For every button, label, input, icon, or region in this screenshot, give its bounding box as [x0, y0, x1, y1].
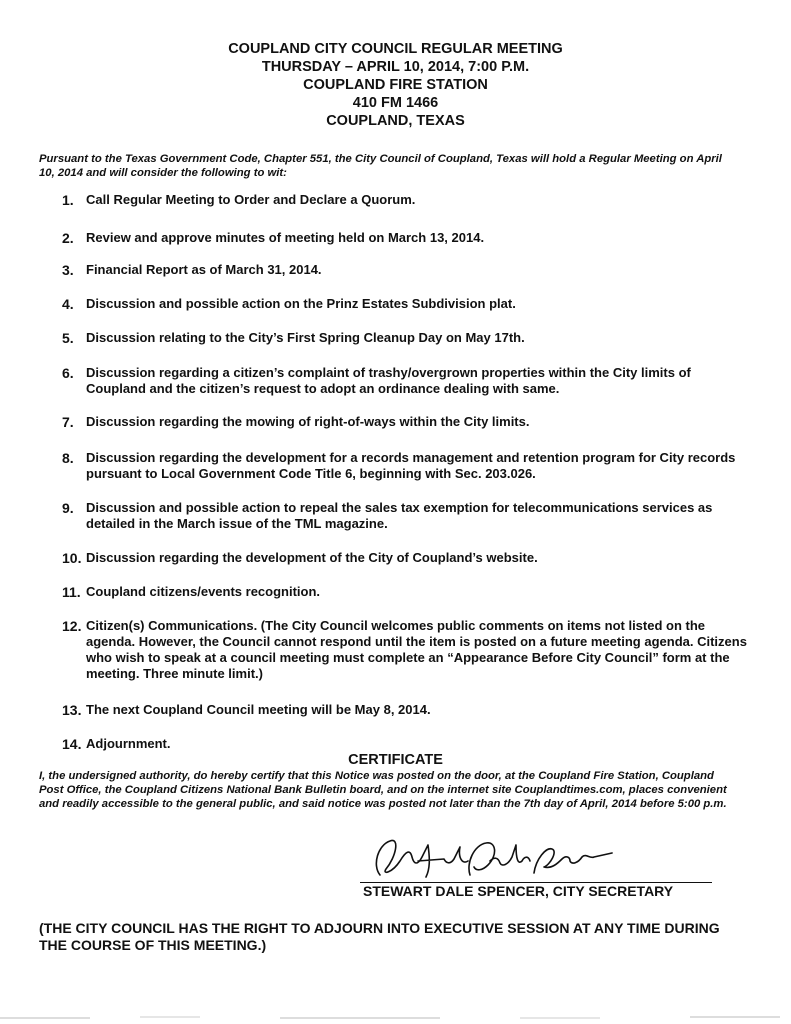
agenda-item-text: Discussion regarding a citizen’s complaint of trashy/overgrown properties within the City limits of Coupland and the citizen’s request to adopt an ordinance dealing with same.	[86, 365, 691, 396]
agenda-item	[62, 330, 752, 346]
agenda-item-text: Discussion regarding the development for a records management and retention program for City records pursuant to Local Government Code Title 6, beginning with Sec. 203.026.	[86, 450, 736, 481]
agenda-item-text: Adjournment.	[86, 736, 171, 751]
agenda-item-text: Discussion regarding the development of the City of Coupland’s website.	[86, 550, 538, 565]
agenda-item	[62, 584, 752, 600]
agenda-item-number: 1.	[62, 192, 74, 208]
agenda-item-number: 14.	[62, 736, 82, 752]
intro-paragraph: Pursuant to the Texas Government Code, Chapter 551, the City Council of Coupland, Texas will hold a Regular Meeting on April 10, 2014 and will consider the following to wit:	[39, 153, 722, 179]
agenda-item	[62, 230, 752, 246]
meeting-address: 410 FM 1466	[352, 95, 439, 111]
notice-header	[0, 40, 791, 130]
meeting-city: COUPLAND, TEXAS	[326, 113, 465, 129]
handwritten-signature	[366, 835, 616, 883]
agenda-item	[62, 736, 752, 752]
meeting-location: COUPLAND FIRE STATION	[303, 77, 488, 93]
agenda-item	[62, 262, 752, 278]
meeting-date: THURSDAY – APRIL 10, 2014, 7:00 P.M.	[261, 59, 530, 75]
agenda-item-number: 11.	[62, 584, 81, 600]
agenda-item-number: 7.	[62, 414, 74, 430]
agenda-item-number: 13.	[62, 702, 82, 718]
signer-name: STEWART DALE SPENCER, CITY SECRETARY	[363, 883, 674, 899]
agenda-item	[62, 618, 752, 682]
agenda-item	[62, 702, 752, 718]
agenda-item-text: Review and approve minutes of meeting held on March 13, 2014.	[86, 230, 485, 245]
agenda-item	[62, 450, 752, 482]
agenda-item-text: Call Regular Meeting to Order and Declare a Quorum.	[86, 192, 416, 207]
agenda-item-text: Discussion regarding the mowing of right-of-ways within the City limits.	[86, 414, 530, 429]
scan-edge-marks	[0, 1010, 791, 1024]
agenda-item-text: Discussion and possible action to repeal the sales tax exemption for telecommunications services as detailed in the March issue of the TML magazine.	[86, 500, 713, 531]
agenda-item-number: 6.	[62, 365, 74, 381]
agenda-item-text: The next Coupland Council meeting will be May 8, 2014.	[86, 702, 431, 717]
agenda-item-text: Financial Report as of March 31, 2014.	[86, 262, 322, 277]
agenda-item-text: Discussion relating to the City’s First Spring Cleanup Day on May 17th.	[86, 330, 525, 345]
agenda-item-number: 8.	[62, 450, 74, 466]
certificate-text: I, the undersigned authority, do hereby certify that this Notice was posted on the door, at the Coupland Fire Station, Coupland Post Office, the Coupland Citizens National Bank Bulletin board, and on the internet site Couplandtimes.com, places convenient and readily accessible to the general public, and said notice was posted not later than the 7th day of April, 2014 before 5:00 p.m.	[39, 770, 727, 810]
agenda-item-number: 5.	[62, 330, 74, 346]
agenda-item-text: Citizen(s) Communications. (The City Council welcomes public comments on items not listed on the agenda. However, the Council cannot respond until the item is posted on a future meeting agenda. Citizens who wish to speak at a council meeting must complete an “Appearance Before City Council” form at the meeting. Three minute limit.)	[86, 618, 747, 681]
agenda-item-number: 2.	[62, 230, 74, 246]
executive-session-notice: (THE CITY COUNCIL HAS THE RIGHT TO ADJOURN INTO EXECUTIVE SESSION AT ANY TIME DURING THE COURSE OF THIS MEETING.)	[39, 920, 720, 953]
agenda-item-number: 10.	[62, 550, 82, 566]
agenda-item-number: 4.	[62, 296, 74, 312]
certificate-title: CERTIFICATE	[348, 752, 443, 768]
agenda-item	[62, 365, 752, 397]
agenda-item-text: Coupland citizens/events recognition.	[86, 584, 321, 599]
agenda-item-text: Discussion and possible action on the Prinz Estates Subdivision plat.	[86, 296, 516, 311]
agenda-item	[62, 550, 752, 566]
agenda-item	[62, 192, 752, 208]
agenda-item	[62, 500, 752, 532]
agenda-item-number: 9.	[62, 500, 74, 516]
agenda-item-number: 12.	[62, 618, 82, 634]
agenda-item-number: 3.	[62, 262, 74, 278]
meeting-title: COUPLAND CITY COUNCIL REGULAR MEETING	[228, 41, 563, 57]
agenda-item	[62, 296, 752, 312]
agenda-item	[62, 414, 752, 430]
